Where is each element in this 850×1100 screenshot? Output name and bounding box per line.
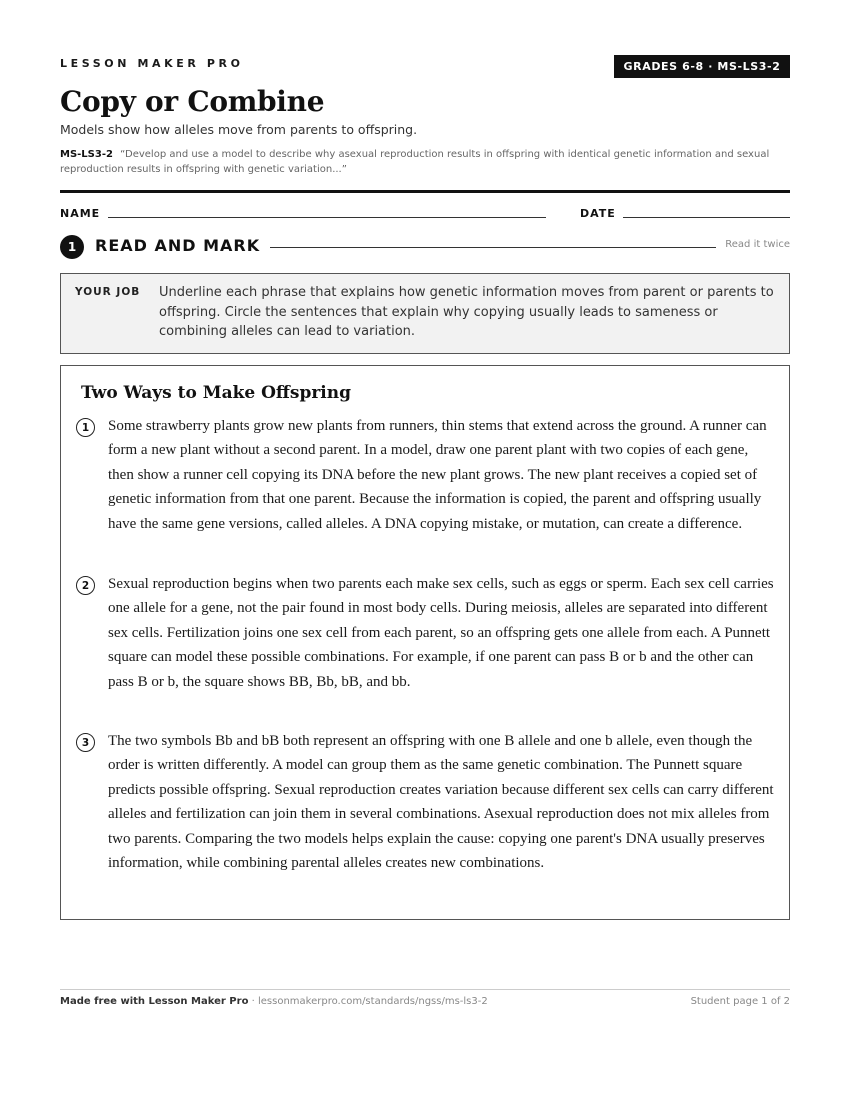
grade-badge: GRADES 6-8 · MS-LS3-2: [614, 55, 790, 78]
paragraph-1: Some strawberry plants grow new plants from runners, thin stems that extend across the ground. A runner can form a new plant without a second parent. In a model, draw one parent plant with two copies of each gene, then show a runner cell copying its DNA before the new plant grows. The new plant receives a copied set of genetic information from that one parent. Because the information is copied, the parent and offspring usually have the same gene versions, called alleles. A DNA copying mistake, or mutation, can create a difference.: [108, 418, 767, 532]
paragraph-number-2: 2: [76, 576, 95, 595]
job-instructions-box: [60, 273, 790, 354]
date-label: DATE: [580, 207, 616, 220]
name-label: NAME: [60, 207, 101, 220]
date-field-line[interactable]: [623, 217, 790, 218]
section-note: Read it twice: [725, 239, 790, 250]
reading-title: Two Ways to Make Offspring: [81, 383, 352, 403]
section-title: READ AND MARK: [95, 236, 261, 255]
paragraph-3: The two symbols Bb and bB both represent an offspring with one B allele and one b allele, even though the order is written differently. A model can group them as the same genetic combination. The Punnett square predicts possible offspring. Sexual reproduction creates variation because different sex cells can carry different alleles and fertilization can join them in several combinations. Asexual reproduction does not mix alleles from two parents. Comparing the two models helps explain the cause: copying one parent's DNA usually preserves information, while combining parental alleles creates new combinations.: [108, 733, 774, 872]
section-number-badge: 1: [60, 235, 84, 259]
reading-passage: [60, 365, 790, 920]
header-divider: [60, 190, 790, 193]
page-title: Copy or Combine: [60, 85, 325, 118]
paragraph-2: Sexual reproduction begins when two parents each make sex cells, such as eggs or sperm. Each sex cell carries one allele for a gene, not the pair found in most body cells. During meiosis, alleles are separated into different sex cells. Fertilization joins one sex cell from each parent, so an offspring gets one allele from each. A Punnett square can model these possible combinations. For example, if one parent can pass B or b and the other can pass B or b, the square shows BB, Bb, bB, and bb.: [108, 576, 774, 690]
footer-credit: [60, 996, 488, 1007]
footer-url[interactable]: · lessonmakerpro.com/standards/ngss/ms-ls3-2: [248, 996, 488, 1007]
paragraph-number-1: 1: [76, 418, 95, 437]
page-subtitle: Models show how alleles move from parents to offspring.: [60, 122, 418, 137]
paragraph-number-3: 3: [76, 733, 95, 752]
footer-divider: [60, 989, 790, 990]
job-text: Underline each phrase that explains how genetic information moves from parent or parents to offspring. Circle the sentences that explain why copying usually leads to sameness or combining alleles can lead to variation.: [159, 285, 774, 339]
standard-code: MS-LS3-2: [60, 149, 113, 160]
name-field-line[interactable]: [108, 217, 546, 218]
footer-made-with: Made free with Lesson Maker Pro: [60, 996, 249, 1007]
section-divider: [270, 247, 716, 248]
standard-statement: [60, 147, 790, 177]
standard-text: “Develop and use a model to describe why asexual reproduction results in offspring with identical genetic information and sexual reproduction results in offspring with genetic variation...”: [60, 149, 770, 175]
footer-page-number: Student page 1 of 2: [690, 996, 790, 1007]
brand-name: LESSON MAKER PRO: [60, 57, 244, 70]
job-label: YOUR JOB: [75, 286, 141, 298]
